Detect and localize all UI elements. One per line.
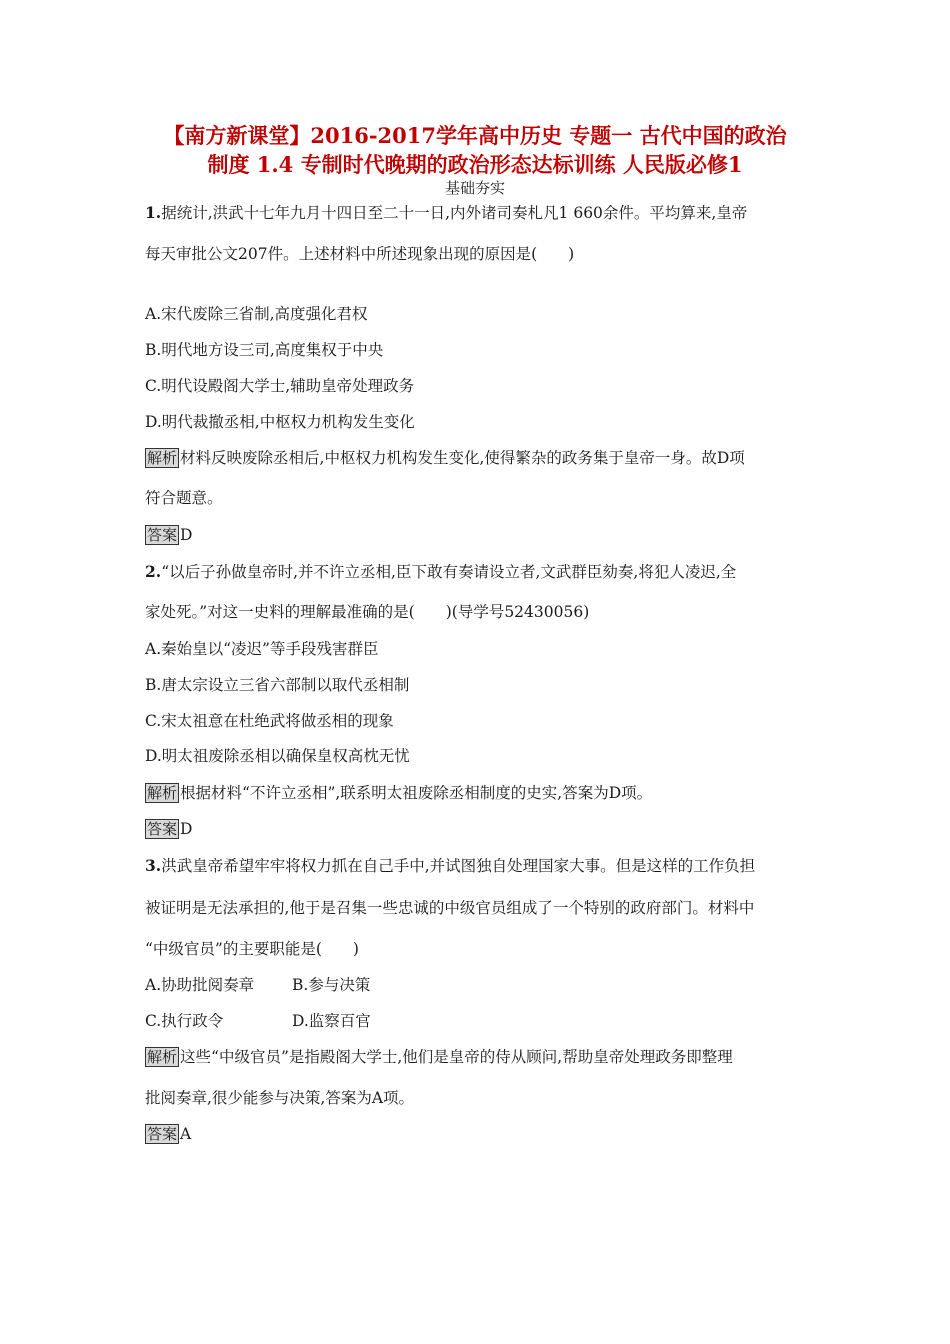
q3-stem-line-2: 被证明是无法承担的,他于是召集一些忠诚的中级官员组成了一个特别的政府部门。材料中 bbox=[145, 899, 755, 917]
q1-analysis-text-1: 材料反映废除丞相后,中枢权力机构发生变化,使得繁杂的政务集于皇帝一身。故D项 bbox=[180, 449, 745, 467]
q1-option-d: D.明代裁撤丞相,中枢权力机构发生变化 bbox=[145, 413, 415, 431]
q3-options-row-1 bbox=[145, 974, 370, 996]
q1-number: 1. bbox=[145, 203, 162, 222]
q3-options-row-2 bbox=[145, 1010, 371, 1032]
q2-stem-line-2: 家处死。”对这一史料的理解最准确的是( )(导学号52430056) bbox=[145, 603, 590, 621]
q1-answer-value: D bbox=[180, 526, 193, 544]
q3-analysis-tag: 解析 bbox=[147, 1048, 178, 1066]
q1-analysis-line-2: 符合题意。 bbox=[145, 489, 223, 507]
q2-analysis-line-1 bbox=[145, 782, 652, 804]
document-title-line-1: 【南方新课堂】2016-2017学年高中历史 专题一 古代中国的政治 bbox=[163, 123, 787, 148]
q1-stem-line-2: 每天审批公文207件。上述材料中所述现象出现的原因是( ) bbox=[145, 245, 575, 263]
q3-stem-line-1 bbox=[145, 855, 755, 877]
q1-option-a: A.宋代废除三省制,高度强化君权 bbox=[145, 305, 368, 323]
q3-analysis-line-1 bbox=[145, 1046, 733, 1068]
document-title-line-2: 制度 1.4 专制时代晚期的政治形态达标训练 人民版必修1 bbox=[207, 152, 743, 177]
q3-option-d: D.监察百官 bbox=[292, 1012, 371, 1030]
q3-option-c: C.执行政令 bbox=[145, 1012, 224, 1030]
q3-answer-line bbox=[145, 1123, 191, 1145]
q1-stem-text-1: 据统计,洪武十七年九月十四日至二十一日,内外诸司奏札凡1 660余件。平均算来,皇帝 bbox=[161, 204, 748, 222]
q3-stem-text-1: 洪武皇帝希望牢牢将权力抓在自己手中,并试图独自处理国家大事。但是这样的工作负担 bbox=[161, 857, 756, 875]
q1-stem-line-1 bbox=[145, 202, 747, 224]
q2-answer-tag: 答案 bbox=[147, 820, 178, 838]
q2-option-b: B.唐太宗设立三省六部制以取代丞相制 bbox=[145, 676, 410, 694]
q1-analysis-tag: 解析 bbox=[147, 449, 178, 467]
q3-option-a: A.协助批阅奏章 bbox=[145, 976, 255, 994]
q3-option-b: B.参与决策 bbox=[292, 976, 371, 994]
q1-option-b: B.明代地方设三司,高度集权于中央 bbox=[145, 341, 384, 359]
q1-option-c: C.明代设殿阁大学士,辅助皇帝处理政务 bbox=[145, 377, 415, 395]
q2-option-d: D.明太祖废除丞相以确保皇权高枕无忧 bbox=[145, 747, 410, 765]
q3-analysis-text-1: 这些“中级官员”是指殿阁大学士,他们是皇帝的侍从顾问,帮助皇帝处理政务即整理 bbox=[180, 1048, 733, 1066]
q1-analysis-line-1 bbox=[145, 447, 745, 469]
q2-analysis-text-1: 根据材料“不许立丞相”,联系明太祖废除丞相制度的史实,答案为D项。 bbox=[180, 784, 653, 802]
q3-answer-value: A bbox=[180, 1125, 192, 1143]
section-heading: 基础夯实 bbox=[444, 179, 505, 197]
q2-option-c: C.宋太祖意在杜绝武将做丞相的现象 bbox=[145, 712, 394, 730]
q2-stem-line-1 bbox=[145, 561, 736, 583]
q3-stem-line-3: “中级官员”的主要职能是( ) bbox=[145, 940, 359, 958]
q2-answer-value: D bbox=[180, 820, 193, 838]
q1-answer-line bbox=[145, 524, 192, 546]
q3-number: 3. bbox=[145, 856, 162, 875]
q2-analysis-tag: 解析 bbox=[147, 784, 178, 802]
q2-number: 2. bbox=[145, 562, 162, 581]
q3-analysis-line-2: 批阅奏章,很少能参与决策,答案为A项。 bbox=[145, 1089, 415, 1107]
q2-stem-text-1: “以后子孙做皇帝时,并不许立丞相,臣下敢有奏请设立者,文武群臣劾奏,将犯人凌迟,全 bbox=[161, 563, 737, 581]
q2-answer-line bbox=[145, 818, 192, 840]
q3-answer-tag: 答案 bbox=[147, 1125, 178, 1143]
q2-option-a: A.秦始皇以“凌迟”等手段残害群臣 bbox=[145, 640, 379, 658]
q1-answer-tag: 答案 bbox=[147, 526, 178, 544]
